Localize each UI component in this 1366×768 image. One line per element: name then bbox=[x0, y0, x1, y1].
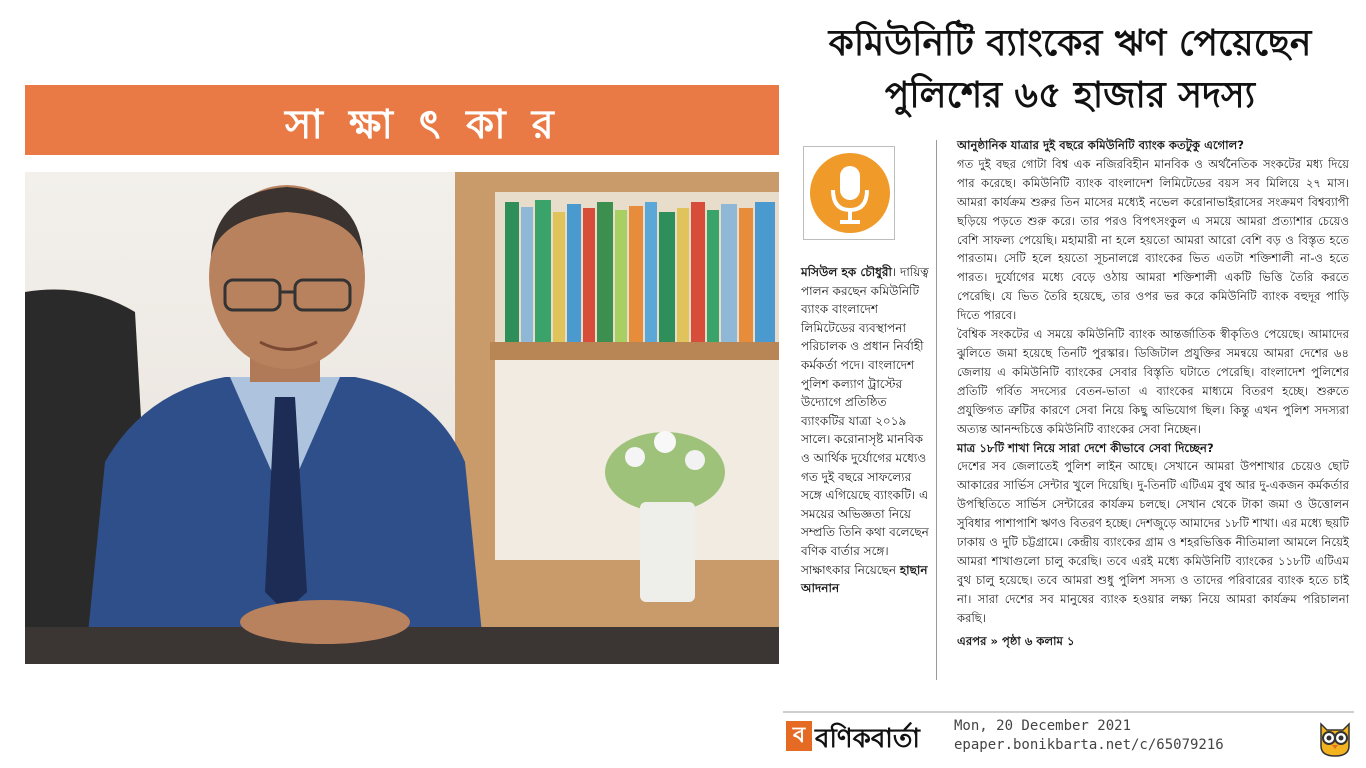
interviewee-name: মসিউল হক চৌধুরী bbox=[801, 265, 892, 279]
owl-icon[interactable] bbox=[1315, 716, 1355, 758]
edition-date: Mon, 20 December 2021 bbox=[954, 718, 1132, 734]
continued-link[interactable]: এরপর » পৃষ্ঠা ৬ কলাম ১ bbox=[957, 633, 1075, 648]
bio-text: । দায়িত্ব পালন করছেন কমিউনিটি ব্যাংক বাংলাদেশ লিমিটেডের ব্যবস্থাপনা পরিচালক ও প্রধান নির্বাহী কর্মকর্তা পদে। বাংলাদেশ পুলিশ কল্যাণ ট্রাস্টের উদ্যোগে প্রতিষ্ঠিত ব্যাংকটির যাত্রা ২০১৯ সালে। করোনাসৃষ্ট মানবিক ও আর্থিক দুর্যোগের মধ্যেও গত দুই বছরে সাফল্যের সঙ্গে এগিয়েছে ব্যাংকটি। এ সময়ের অভিজ্ঞতা নিয়ে সম্প্রতি তিনি কথা বলেছেন বণিক বার্তার সঙ্গে। সাক্ষাৎকার নিয়েছেন bbox=[801, 265, 929, 577]
answer-2: দেশের সব জেলাতেই পুলিশ লাইন আছে। সেখানে আমরা উপশাখার চেয়েও ছোট আকারের সার্ভিস সেন্টার খুলে দিয়েছি। দু-তিনটি এটিএম বুথ আর দু-একজন কর্মকর্তার উপস্থিতিতে সার্ভিস সেন্টারের কার্যক্রম চলছে। সেখান থেকে টাকা জমা ও উত্তোলন সুবিধার পাশাপাশি ঋণও বিতরণ হচ্ছে। দেশজুড়ে আমাদের ১৮টি শাখা। এর মধ্যে ছয়টি ঢাকায় ও দুটি চট্টগ্রামে। কেন্দ্রীয় ব্যাংকের গ্রাম ও শহরভিত্তিক নীতিমালা আমলে নিয়েই আমরা শাখাগুলো চালু করেছি। তবে এরই মধ্যে কমিউনিটি ব্যাংকের ১১৮টি এটিএম বুথ চালু হয়েছে। তবে আমরা শুধু পুলিশ সদস্য ও তাদের পরিবারের ব্যাংক হতে চাই না। সারা দেশের সব মানুষের ব্যাংক হওয়ার লক্ষ্য নিয়ে আমরা কার্যক্রম পরিচালনা করছি। bbox=[957, 459, 1349, 625]
footer-rule bbox=[783, 711, 1354, 713]
logo-text[interactable]: বণিকবার্তা bbox=[815, 724, 920, 754]
question-2: মাত্র ১৮টি শাখা নিয়ে সারা দেশে কীভাবে সেবা দিচ্ছেন? bbox=[957, 440, 1214, 455]
portrait-photo bbox=[25, 172, 779, 664]
answer-1: গত দুই বছর গোটা বিশ্ব এক নজিরবিহীন মানবিক ও অর্থনৈতিক সংকটের মধ্য দিয়ে পার করেছে। কমিউনিটি ব্যাংক বাংলাদেশ লিমিটেডের বয়স সব মিলিয়ে ২৭ মাস। আমরা কার্যক্রম শুরুর তিন মাসের মধ্যেই নভেল করোনাভাইরাসের সংক্রমণ বিশ্বব্যাপী ছড়িয়ে পড়তে শুরু করে। তার পরও বিপৎসংকুল এ সময়ে আমরা প্রত্যাশার চেয়েও বেশি সাফল্য পেয়েছি। মহামারী না হলে হয়তো আমরা আরো বেশি বড় ও বিস্তৃত হতে পারতাম। সেটি হলে হয়তো সূচনালগ্নে ব্যাংকের ভিত এতটা শক্তিশালী না-ও হতে পারত। দুর্যোগের মধ্যে বেড়ে ওঠায় আমরা শক্তিশালী একটি ভিত্তি তৈরি করতে পেরেছি। যে ভিত তৈরি হয়েছে, তার ওপর ভর করে কমিউনিটি ব্যাংক বহুদূর পাড়ি দিতে পারবে। bbox=[957, 156, 1349, 323]
portrait-illustration bbox=[25, 172, 779, 664]
section-banner bbox=[25, 85, 779, 155]
edition-url[interactable]: epaper.bonikbarta.net/c/65079216 bbox=[954, 737, 1224, 753]
question-1: আনুষ্ঠানিক যাত্রার দুই বছরে কমিউনিটি ব্যাংক কতটুকু এগোল? bbox=[957, 138, 1244, 152]
interviewer-name: হাছান আদনান bbox=[801, 562, 928, 596]
headline-line2: পুলিশের ৬৫ হাজার সদস্য bbox=[884, 75, 1256, 116]
headline-line1: কমিউনিটি ব্যাংকের ঋণ পেয়েছেন bbox=[828, 23, 1312, 64]
headline bbox=[790, 18, 1350, 122]
interviewee-bio bbox=[801, 263, 931, 598]
column-divider bbox=[936, 140, 937, 680]
section-banner-label: সা ক্ষা ৎ কা র bbox=[285, 102, 560, 148]
microphone-icon bbox=[807, 150, 893, 236]
answer-1b: বৈশ্বিক সংকটের এ সময়ে কমিউনিটি ব্যাংক আন্তর্জাতিক স্বীকৃতিও পেয়েছে। আমাদের ঝুলিতে জমা হয়েছে তিনটি পুরস্কার। ডিজিটাল প্রযুক্তির সমন্বয়ে আমরা দেশের ৬৪ জেলায় এ কমিউনিটি ব্যাংকের সেবার বিস্তৃতি ঘটাতে পেরেছি। বাংলাদেশ পুলিশের প্রতিটি গর্বিত সদস্যের বেতন-ভাতা এ ব্যাংকের মাধ্যমে বিতরণ হচ্ছে। শুরুতে প্রযুক্তিগত ত্রুটির কারণে সেবা নিয়ে কিছু অভিযোগ ছিল। কিন্তু এখন পুলিশ সদস্যরা অত্যন্ত আনন্দচিত্তে কমিউনিটি ব্যাংকের সেবা নিচ্ছেন। bbox=[957, 327, 1349, 436]
logo-mark: ব bbox=[786, 721, 812, 751]
article-body bbox=[957, 136, 1349, 650]
interview-badge bbox=[803, 146, 895, 240]
